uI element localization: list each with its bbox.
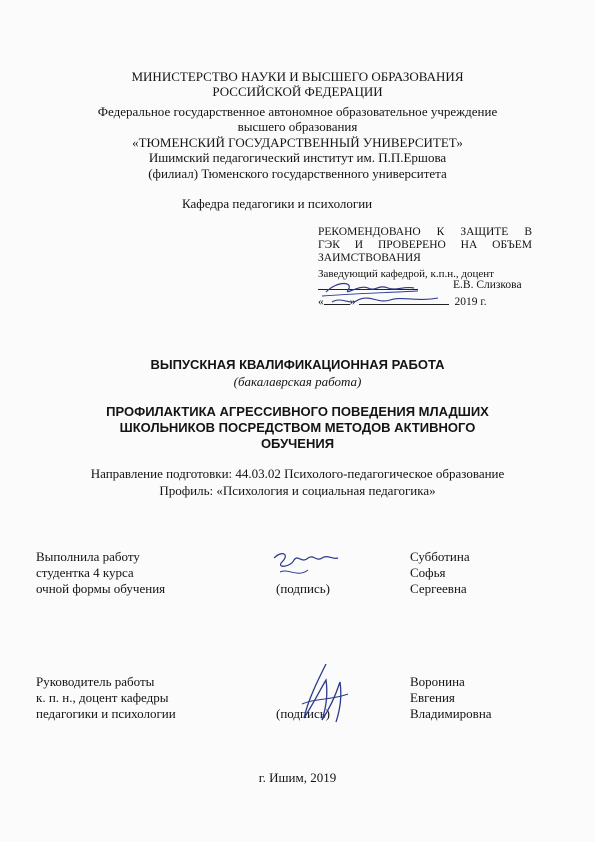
supervisor-signature-scribble [296,660,356,726]
supervisor-signature-label: (подпись) [276,706,330,721]
department-name: Кафедра педагогики и психологии [182,196,373,211]
topic-line-3: ОБУЧЕНИЯ [260,436,335,451]
recommendation-line-3: ЗАИМСТВОВАНИЯ [318,252,421,264]
branch-name: Ишимский педагогический институт им. П.П.Ершова [148,150,447,165]
supervisor-patronymic: Владимировна [410,706,492,721]
topic-line-2: ШКОЛЬНИКОВ ПОСРЕДСТВОМ МЕТОДОВ АКТИВНОГО [119,420,476,435]
student-role-1: Выполнила работу [36,549,140,564]
supervisor-surname: Воронина [410,674,465,689]
student-first-name: Софья [410,565,446,580]
recommendation-line-1: РЕКОМЕНДОВАНО К ЗАЩИТЕ В [318,226,532,238]
supervisor-role-2: к. п. н., доцент кафедры [36,690,169,705]
topic-line-1: ПРОФИЛАКТИКА АГРЕССИВНОГО ПОВЕДЕНИЯ МЛАДШИХ [106,404,489,419]
recommendation-line-2: ГЭК И ПРОВЕРЕНО НА ОБЪЕМ [318,239,532,251]
branch-affiliation: (филиал) Тюменского государственного университета [148,166,447,181]
supervisor-role-1: Руководитель работы [36,674,155,689]
student-surname: Субботина [410,549,470,564]
head-of-department-name: Е.В. Слизкова [453,279,522,291]
study-profile: Профиль: «Психология и социальная педагогика» [159,483,436,498]
work-subtype: (бакалаврская работа) [233,374,362,389]
ministry-line-2: РОССИЙСКОЙ ФЕДЕРАЦИИ [212,84,383,99]
date-quote-open: « [318,296,324,308]
study-direction: Направление подготовки: 44.03.02 Психолого-педагогическое образование [90,466,505,481]
student-role-2: студентка 4 курса [36,565,134,580]
date-year: 2019 г. [454,296,487,308]
recommendation-block [318,226,532,265]
supervisor-role-3: педагогики и психологии [36,706,176,721]
date-quote-close: » [349,296,356,308]
work-type: ВЫПУСКНАЯ КВАЛИФИКАЦИОННАЯ РАБОТА [150,357,445,372]
supervisor-first-name: Евгения [410,690,455,705]
student-signature-label: (подпись) [276,581,330,596]
head-of-department-title: Заведующий кафедрой, к.п.н., доцент [318,268,494,280]
student-signature-scribble [268,548,348,582]
institution-type-line-2: высшего образования [237,119,358,134]
institution-type-line-1: Федеральное государственное автономное образовательное учреждение [97,104,498,119]
city-year: г. Ишим, 2019 [258,770,337,785]
student-role-3: очной формы обучения [36,581,166,596]
student-patronymic: Сергеевна [410,581,467,596]
ministry-line-1: МИНИСТЕРСТВО НАУКИ И ВЫСШЕГО ОБРАЗОВАНИЯ [131,69,464,84]
university-name: «ТЮМЕНСКИЙ ГОСУДАРСТВЕННЫЙ УНИВЕРСИТЕТ» [132,135,463,150]
head-signature-scribble [318,276,468,310]
